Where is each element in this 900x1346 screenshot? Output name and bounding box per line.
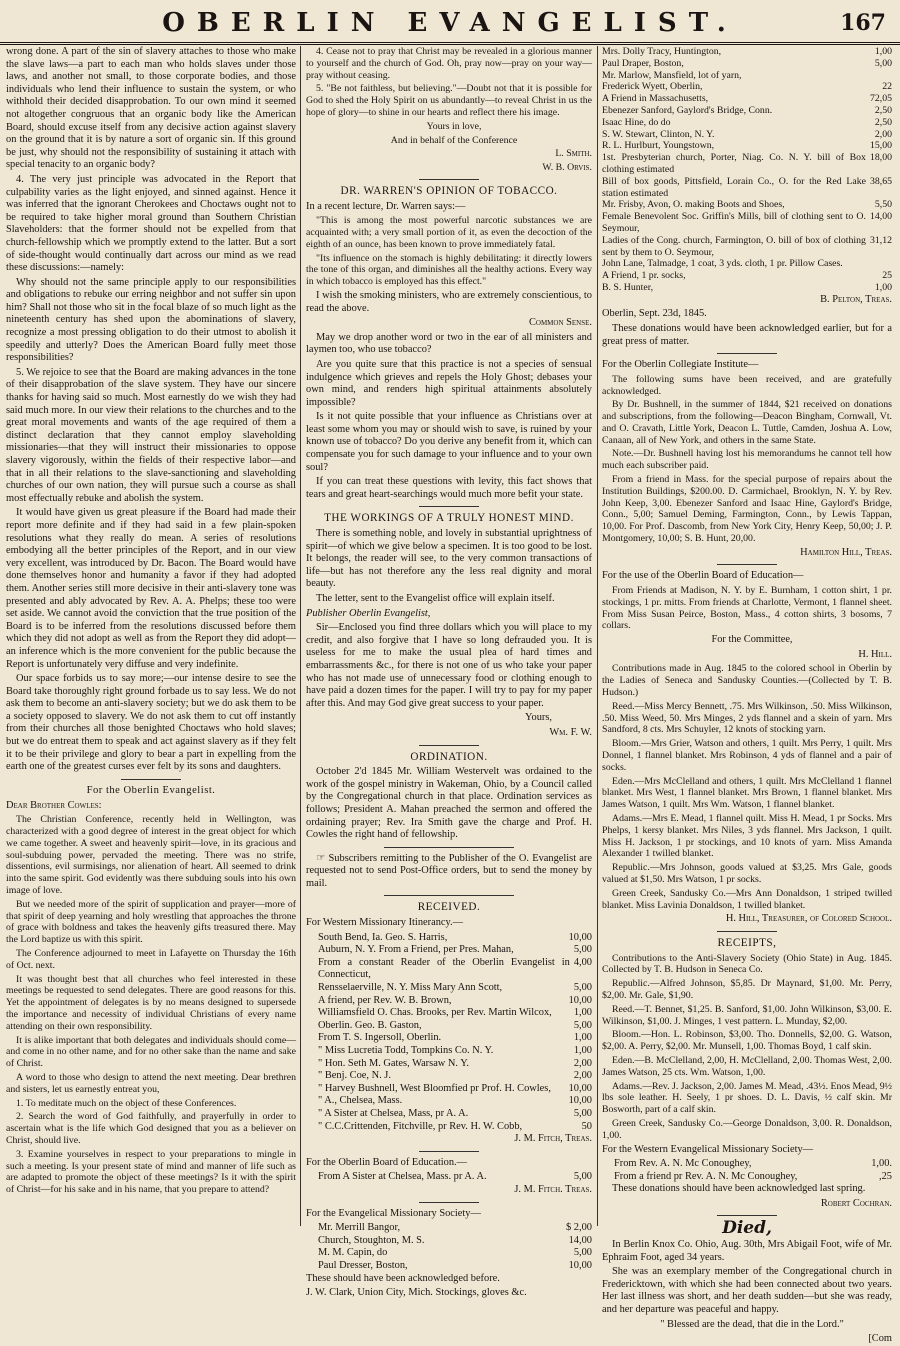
article-paragraph: 4. The very just principle was advocated in the Report that culpability varies as the light enjoyed, and sinned against. Hence it was inferred that the ignorant Cherokees and Choctaws ought not to be required to take higher moral ground than Southern Christian Slaveholders: that the former should not be expelled from that church-fellowship which we promptly extend to the latter. But a sort of side-thought would continually dart across our mind as we read these discussions:—namely: [6,173,296,274]
list-item: J. W. Clark, Union City, Mich. Stockings, gloves &c. [306,1287,527,1299]
letter-paragraph: 3. Examine yourselves in respect to your preparations to mingle in such a meeting. Is your present state of mind and manner of life such as are adapted to promote the object of these meetings? Is it with the spirit of Christ—for his sake and in his name, that you prepare to attend? [6,1148,296,1196]
signature: B. Pelton, Treas. [820,293,892,305]
article-paragraph: Republic.—Mrs Johnson, goods valued at $3,25. Mrs Gale, goods valued at $1,50. Mrs Watson, 1 pr socks. [602,862,892,885]
list-intro: For the Oberlin Collegiate Institute— [602,359,759,371]
section-separator [419,506,479,507]
list-item [602,176,892,200]
item-amount: 2,00 [573,1070,592,1082]
list-intro: For the Western Evangelical Missionary Society— [602,1143,814,1155]
list-intro: For the Oberlin Board of Education.— [306,1156,468,1168]
item-name: Frederick Wyett, Oberlin, [602,81,703,93]
list-item [614,1171,892,1184]
section-separator [384,847,514,848]
obituary-paragraph: She was an exemplary member of the Congregational church in Fredericktown, with which she had been connected about two years. Her last illness was short, and her death sudden—but she was ready, and her departure was peaceful and happy. [602,1266,892,1316]
article-paragraph: "This is among the most powerful narcotic substances we are acquainted with; a very small portion of it, as even the decoction of the eighth of an ounce, has been known to prove immediately fatal. [306,215,592,250]
item-amount: 15,00 [869,140,892,152]
letter-paragraph: The Conference adjourned to meet in Lafayette on Thursday the 16th of Oct. next. [6,948,296,971]
list-item [318,1095,592,1108]
letter-paragraph: 1. To meditate much on the object of these Conferences. [16,1097,237,1109]
list-item [318,1020,592,1033]
article-paragraph: "Its influence on the stomach is highly debilitating: it directly lowers the tone of this organ, and diminishes all the healthy actions. Every way in which tobacco is employed has this effect." [306,252,592,288]
section-heading: RECEIPTS, [717,936,777,949]
item-name: Oberlin. Geo. B. Gaston, [318,1019,422,1031]
list-item [318,982,592,995]
item-amount: 10,00 [568,1095,592,1107]
letter-paragraph: The Christian Conference, recently held in Wellington, was characterized with a good degree of interest in the great object for which we came together. A sweet and heavenly spirit—love, in its gracious and soul-subduing power, pervaded the meeting. There was no strife, dissentions, evil surmisings, nor alienation of heart. All seemed to drink into the same spirit. God evidently was there subduing souls into his own image of love. [6,814,296,897]
letter-closing: And in behalf of the Conference [390,134,518,146]
signature: H. Hill, Treasurer, of Colored School. [725,913,892,925]
item-name: Church, Stoughton, M. S. [318,1234,425,1246]
column-divider [300,46,301,1226]
item-name: Bill of box goods, Pittsfield, Lorain Co., O. for the Red Lake station estimated [602,175,866,199]
item-name: Rensselaerville, N. Y. Miss Mary Ann Scott, [318,982,503,994]
letter-paragraph: It was thought best that all churches who feel interested in these meetings be requested to send delegates. There are good reasons for this. Yet the appointment of delegates is by no means designed to supersede the importance and necessity of individual Christians of every name attending on their own responsibility. [6,973,296,1032]
list-item [614,1158,892,1171]
article-paragraph: Green Creek, Sandusky Co.—Mrs Ann Donaldson, 1 striped twilled blanket. Miss Lavinia Donaldson, 1 twilled blanket. [602,887,892,911]
article-paragraph: Contributions made in Aug. 1845 to the colored school in Oberlin by the Ladies of Seneca and Sandusky Counties.—(Collected by T. B. Hudson.) [602,663,892,699]
letter-closing: Yours in love, [426,120,482,132]
obituary-paragraph: In Berlin Knox Co. Ohio, Aug. 30th, Mrs Abigail Foot, wife of Mr. Ephraim Foot, aged 34 years. [602,1239,892,1263]
item-name: From T. S. Ingersoll, Oberlin. [318,1032,442,1044]
article-paragraph: Are you quite sure that this practice is not a species of sensual indulgence which grieves and repels the Holy Ghost; debases your own mind, and renders high spiritual attainments absolutely impossible? [306,358,592,408]
section-separator [384,895,514,896]
item-name: Isaac Hine, do do [602,116,671,128]
item-name: Auburn, N. Y. From a Friend, per Pres. Mahan, [318,944,514,956]
signer: L. Smith. [555,148,592,160]
item-name: " A., Chelsea, Mass. [318,1095,403,1107]
article-paragraph: From Friends at Madison, N. Y. by E. Burnham, 1 cotton shirt, 1 pr. stockings, 1 pr. mitts. From friends at Charlotte, Vermont, 1 flannel sheet. From Miss Susan Peirce, Boston, Mass., 4 cotton shirts, 3 bosoms, 7 collars. [602,585,892,632]
list-item [602,70,892,82]
western-list [602,1158,892,1183]
item-amount: 2,50 [874,104,892,116]
item-amount: $ 2,00 [566,1222,592,1234]
item-amount: 1,00 [874,281,892,293]
list-item [318,995,592,1008]
item-name: From a constant Reader of the Oberlin Evangelist in Connecticut, [318,956,570,981]
column-3 [602,46,892,1345]
donation-list [602,46,892,294]
item-name: " C.C.Crittenden, Fitchville, pr Rev. H. W. Cobb, [318,1120,523,1132]
list-item [318,1007,592,1020]
item-amount: 14,00 [869,211,892,223]
signature: Robert Cochran. [820,1197,892,1209]
item-amount: 14,00 [568,1234,592,1246]
letter-paragraph: A word to those who design to attend the next meeting. Dear brethren and sisters, let us earnestly entreat you, [6,1071,296,1095]
list-item [602,152,892,176]
article-heading: THE WORKINGS OF A TRULY HONEST MIND. [324,512,574,525]
section-separator [419,1202,479,1203]
item-name: John Lane, Talmadge, 1 coat, 3 yds. cloth, 1 pr. Pillow Cases. [602,258,843,270]
list-item [602,199,892,211]
item-amount: 1,00. [871,1158,892,1170]
item-amount: 4,00 [573,956,592,968]
item-amount: 72,05 [869,93,892,105]
item-name: R. L. Hurlburt, Youngstown, [602,140,715,152]
article-paragraph: From a friend in Mass. for the special purpose of repairs about the Institution Buildings, $200.00. D. Carmichael, Brooklyn, N. Y. by Rev. John Keep, 3,00. Ebenezer Sanford and Isaac Hine, Gaylord's Bridge, Conn., 5,00; Samuel Deming, Farmington, Conn., by Lewis Tappan, 10,00. For Prof. Dascomb, from New York City, Henry Keep, 50,00; J. P. Montgomery, 10,00; S. B. Hunt, 20,00. [602,474,892,545]
item-name: Mr. Merrill Bangor, [318,1222,401,1234]
item-name: Mr. Frisby, Avon, O. making Boots and Shoes, [602,199,785,211]
list-intro: For the Evangelical Missionary Society— [306,1207,481,1219]
article-paragraph: The letter, sent to the Evangelist office will explain itself. [316,593,555,604]
list-item [602,105,892,117]
list-intro: For Western Missionary Itinerancy.— [306,917,464,929]
article-paragraph: May we drop another word or two in the ear of all ministers and laymen too, who use tobacco? [306,331,592,356]
item-amount: 2,00 [573,1057,592,1069]
column-divider [597,46,598,1226]
list-item [318,1058,592,1071]
letter-heading: For the Oberlin Evangelist. [86,784,216,796]
article-paragraph: Republic.—Alfred Johnson, $5,85. Dr Maynard, $1,00. Mr. Perry, $2,00. Mr. Gale, $1,90. [602,978,892,1001]
letter-paragraph: Sir—Enclosed you find three dollars which you will place to my credit, and also forgive that I have so long defrauded you. It is useless for me to make the usual plea of hard times and embarrassments &c., for there is not one of us who take your paper who has not made use of unnecessary food or clothing enough to have paid a dozen times for the paper. I will try to pay for my paper after this. And may God give great success to your paper. [306,622,592,709]
item-name: Mrs. Dolly Tracy, Huntington, [602,46,722,57]
article-heading: DR. WARREN'S OPINION OF TOBACCO. [340,184,558,197]
item-amount: 1,00 [573,1045,592,1056]
list-item [602,270,892,282]
list-item [318,1032,592,1045]
item-name: Ladies of the Cong. church, Farmington, O. bill of box of clothing sent by them to O. Seymour, [602,234,866,258]
item-amount: 5,00 [573,1247,592,1259]
section-separator [419,179,479,180]
item-name: Paul Dresser, Boston, [318,1259,408,1271]
letter-paragraph: 2. Search the word of God faithfully, and prayerfully in order to ascertain what is the life which God designed that you as a believer on Christ, should live. [6,1111,296,1146]
item-amount: 5,50 [874,199,892,211]
received-list [306,932,592,1134]
item-name: A Friend in Massachusetts, [602,93,709,105]
item-name: M. M. Capin, do [318,1247,388,1259]
column-2 [306,46,592,1299]
item-amount: 18,00 [869,152,892,164]
item-amount: 10,00 [568,1082,592,1094]
died-heading: Died, [722,1218,772,1239]
item-amount: 5,00 [573,1171,592,1183]
signer: W. B. Orvis. [542,162,592,174]
article-paragraph: Green Creek, Sandusky Co.—George Donaldson, 3,00. R. Donaldson, 1,00. [602,1117,892,1141]
evangelical-list [306,1222,592,1272]
list-item [602,81,892,93]
item-amount: ,25 [879,1170,892,1182]
article-paragraph: Bloom.—Hon. L. Robinson, $3,00. Tho. Donnells, $2,00. G. Watson, $2,00. A. Perry, $2,00. Mr. Munsell, 1,00. Thomas Boyd, 1 calf skin. [602,1029,892,1053]
article-paragraph: By Dr. Bushnell, in the summer of 1844, $21 received on donations and subscriptions, from the following—Deacon Bingham, Cornwall, Vt. and O. Cravath, Little York, Deacon L. Tuttle, Camden, Joshua A. Low, Canaan, all of New York, and others in the same State. [602,399,892,446]
notice: ☞ Subscribers remitting to the Publisher of the O. Evangelist are requested not to send Post-Office orders, but to send the money by mail. [306,852,592,889]
item-name: From Rev. A. N. Mc Conoughey, [614,1158,752,1170]
list-item [602,282,892,294]
letter-address: Publisher Oberlin Evangelist, [306,607,431,619]
list-item [602,93,892,105]
list-item [602,58,892,70]
list-item [602,46,892,58]
item-name: " Hon. Seth M. Gates, Warsaw N. Y. [318,1057,469,1069]
section-separator [717,564,777,565]
item-name: " A Sister at Chelsea, Mass, pr A. A. [318,1107,469,1119]
list-item [318,932,592,945]
item-name: From A Sister at Chelsea, Mass. pr A. A. [318,1171,487,1183]
letter-salutation: Dear Brother Cowles: [6,799,102,811]
list-item [306,1171,592,1184]
section-separator [121,779,181,780]
list-item [318,1070,592,1083]
item-amount: 5,00 [573,1107,592,1119]
item-amount: 2,00 [874,128,892,140]
article-paragraph: Is it not quite possible that your influence as Christians over at least some whom you may or should wish to save, is ruined by your known use of tobacco? Do you derive any benefit from it, which can compensate you for such damage to your influence and to your own soul? [306,411,592,473]
item-name: A Friend, 1 pr. socks, [602,270,686,282]
article-paragraph: Reed.—Miss Mercy Bennett, .75. Mrs Wilkinson, .50. Miss Wilkinson, .50. Miss Weed, 50. Mrs Minges, 2 yds flannel and a skein of yarn. Mrs Sandford, 8 cts. Mrs Schuyler, 12 knots of stocking yarn. [602,700,892,736]
article-paragraph: Bloom.—Mrs Grier, Watson and others, 1 quilt. Mrs Perry, 1 quilt. Mrs Donnel, 1 flannel blanket. Mrs Robinson, 4 yds of flannel and a pair of socks. [602,738,892,773]
list-item [602,129,892,141]
item-name: Ebenezer Sanford, Gaylord's Bridge, Conn. [602,104,773,116]
article-paragraph: In a recent lecture, Dr. Warren says:— [306,200,466,212]
list-item [318,1121,592,1134]
section-separator [419,1151,479,1152]
article-paragraph: Adams.—Mrs E. Mead, 1 flannel quilt. Miss H. Mead, 1 pr Socks. Mrs Phelps, 1 kersy blanket. Mrs Niles, 3 yds flannel. Mrs Jackson, 1 quilt. Miss H. Jackson, 1 pr stockings, and 10 knots of yarn. Miss Amanda Alexander 1 twilled blanket. [602,812,892,860]
item-amount: 5,00 [573,944,592,956]
list-item [602,211,892,235]
obituary-end: [Com [868,1333,892,1345]
article-paragraph: Our space forbids us to say more;—our intense desire to see the Board take thoroughly right ground forbade us to say less. We do not ask them to become an anti-slavery society; but we do ask them to be a society opposed to slavery. We do not ask them to cut off instantly from their churches all those benighted Choctaws who hold slaves; but we do entreat them to speak and act against slavery as if they felt it to be their privilege and glory to bear a part in expelling from the earth one of the greatest curses ever felt by its sons and daughters. [6,673,296,773]
list-item [318,1108,592,1121]
item-name: Williamsfield O. Chas. Brooks, per Rev. Martin Wilcox, [318,1007,552,1019]
item-amount: 1,00 [573,1007,592,1019]
item-amount: 1,00 [573,1032,592,1044]
page-number: 167 [840,10,886,36]
item-amount: 5,00 [573,982,592,994]
item-amount: 50 [581,1120,592,1132]
list-item [318,1083,592,1096]
dateline: Oberlin, Sept. 23d, 1845. [602,308,707,320]
article-paragraph: These donations would have been acknowledged earlier, but for a great press of matter. [602,322,892,347]
newspaper-title: OBERLIN EVANGELIST. [162,8,738,38]
item-amount: 10,00 [568,931,592,943]
item-name: Female Benevolent Soc. Griffin's Mills, bill of clothing sent to O. Seymour, [602,211,866,234]
article-paragraph: Eden.—Mrs McClelland and others, 1 quilt. Mrs McClelland 1 flannel blanket. Mrs West, 1 flannel blanket. Mrs Brown, 1 flannel blanket. Mrs James Watson, 1 quilt. Mrs Wm. Watson, 1 flannel blanket. [602,775,892,811]
item-name: A friend, per Rev. W. B. Brown, [318,994,452,1006]
item-amount: 22 [882,81,892,93]
obituary-quote: " Blessed are the dead, that die in the Lord." [660,1318,844,1330]
letter-paragraph: It is alike important that both delegates and individuals should come—and come in no other name, and for no other sake than the name and sake of Christ. [6,1034,296,1070]
list-item [318,1260,592,1273]
item-amount: 10,00 [568,1259,592,1271]
article-paragraph: I wish the smoking ministers, who are extremely conscientious, to read the above. [306,289,592,314]
item-name: S. W. Stewart, Clinton, N. Y. [602,128,715,140]
item-amount: 5,00 [874,57,892,69]
article-paragraph: There is something noble, and lovely in substantial uprightness of spirit—of which we give below a specimen. It is too good to be lost. It belongs, the reader will see, to the very common transactions of life—but has not therefore any the less real dignity and moral beauty. [306,528,592,590]
item-name: " Harvey Bushnell, West Bloomfied pr Prof. H. Cowles, [318,1082,551,1094]
masthead [0,6,900,45]
section-separator [717,1215,777,1216]
item-amount: 38,65 [869,175,892,187]
section-separator [419,745,479,746]
article-paragraph: Eden.—B. McClelland, 2,00, H. McClelland, 2,00. Thomas West, 2,00. James Watson, 25 cts. Wm. Watson, 1,00. [602,1054,892,1078]
letter-paragraph: 5. "Be not faithless, but believing."—Doubt not that it is possible for God to shed the Holy Spirit on us abundantly—to reveal Christ in us the hope of glory—to shine in our hearts and reflect there his image. [306,83,592,118]
letter-closing: Yours, [525,712,552,724]
item-name: Mr. Marlow, Mansfield, lot of yarn, [602,69,742,81]
list-item [318,1235,592,1248]
article-paragraph: If you can treat these questions with levity, this fact shows that tears and great heart-searchings would much more befit your state. [306,476,592,500]
list-item [318,957,592,982]
section-separator [717,353,777,354]
article-paragraph: The following sums have been received, and are gratefully acknowledged. [602,373,892,397]
list-intro: For the use of the Oberlin Board of Education— [602,570,804,582]
article-paragraph: wrong done. A part of the sin of slavery attaches to those who make the slave laws—a part to each man who holds slaves under those laws, and another not small, to those corporate bodies, and those individuals who lend their influence to sustain the system, or who withhold their decided disapprobation. To our own mind it seemed not altogether congruous that an organic body like the American Board, should excuse itself from any decisive action against slavery on the ground that it is by nature a sort of organic sin. If this ground be just, why should not the responsibility of sustaining it attach with special tenacity to an organic body? [6,46,296,171]
section-separator [717,931,777,932]
item-name: " Miss Lucretia Todd, Tompkins Co. N. Y. [318,1045,494,1056]
article-paragraph: October 2'd 1845 Mr. William Westervelt was ordained to the work of the gospel ministry in Wakeman, Ohio, by a Council called by the Congregational church in that place. Ordination services as follows; President A. Mahan preached the sermon and offered the ordaining prayer; Rev. Ira Smith gave the charge and Prof. H. Cowles the right hand of fellowship. [306,766,592,841]
signature: H. Hill. [858,648,892,660]
list-item [318,944,592,957]
item-amount: 2,50 [874,116,892,128]
list-item [318,1222,592,1235]
item-name: From a friend pr Rev. A. N. Mc Conoughey, [614,1170,798,1182]
item-name: South Bend, Ia. Geo. S. Harris, [318,931,448,943]
item-name: 1st. Presbyterian church, Porter, Niag. Co. N. Y. bill of Box clothing estimated [602,152,866,175]
list-item [602,235,892,259]
letter-paragraph: 4. Cease not to pray that Christ may be revealed in a glorious manner to yourself and the church of God. Oh, pray now—pray on your way—pray without ceasing. [306,46,592,81]
article-paragraph: 5. We rejoice to see that the Board are making advances in the tone of their disapprobation of the slave system. They have our sincere thanks for having said so much. Most earnestly do we wish they had said much more. In our view their relations to the churches and to the great moral movements and wants of the age required of them a distinct declaration that they cannot employ slaveholding missionaries—that they will instruct their missionaries to oppose slavery vigorously, within the fields of their respective labor—and that in all their relations to the slave-sanctioning and slaveholding churches of our own nation, they will pursue such a course as shall most effectually rebuke and abolish the system. [6,366,296,504]
article-paragraph: Contributions to the Anti-Slavery Society (Ohio State) in Aug. 1845. Collected by T. B. Hudson in Seneca Co. [602,952,892,976]
article-paragraph: Why should not the same principle apply to our responsibilities and obligations to rebuke our erring neighbor and not suffer sin upon him? Shall not those who sit in the focal blaze of so much light as the nineteenth century has shed upon the abominations of slavery, recognize a most pressing obligation to do their utmost to abolish it speedily and utterly? Does the American Board fully meet those responsibilities? [6,276,296,364]
item-name: Paul Draper, Boston, [602,57,684,69]
list-item [318,1247,592,1260]
article-heading: ORDINATION. [410,750,488,763]
list-item [602,140,892,152]
signature: Hamilton Hill, Treas. [800,546,892,558]
article-paragraph: Adams.—Rev. J. Jackson, 2,00. James M. Mead, .43½. Enos Mead, 9½ lbs sole leather. H. Seely, 1 pr shoes. D. L. Davis, ½ calf skin. Mr Bosworth, part of a calf skin. [602,1080,892,1116]
article-paragraph: Reed.—T. Bennet, $1,25. B. Sanford, $1,00. John Wilkinson, $3,00. E. Wilkinson, $1,00. J. Minges, 1 vest pattern. L. Munday, $2,00. [602,1003,892,1027]
item-name: " Benj. Coe, N. J. [318,1070,391,1082]
list-note: These donations should have been acknowledged last spring. [612,1183,866,1195]
section-heading: RECEIVED. [417,901,481,914]
list-item [602,117,892,129]
item-amount: 31,12 [869,234,892,246]
list-note: These should have been acknowledged before. [306,1272,500,1284]
letter-closing: For the Committee, [711,634,793,646]
letter-paragraph: But we needed more of the spirit of supplication and prayer—more of that spirit of deep yearning and holy wrestling that approaches the throne of grace with boldness and takes the heavenly gifts treasured there. May the Lord baptize us with this spirit. [6,898,296,946]
list-item [318,1045,592,1058]
signature: J. M. Fitch. Treas. [514,1183,592,1195]
item-amount: 5,00 [573,1019,592,1031]
item-amount: 10,00 [568,994,592,1006]
article-paragraph: Note.—Dr. Bushnell having lost his memorandums he cannot tell how much each subscriber paid. [602,448,892,472]
column-1 [6,46,296,1226]
item-name: B. S. Hunter, [602,281,654,293]
item-amount: 1,00 [874,46,892,57]
article-paragraph: It would have given us great pleasure if the Board had made their report more definite and if they had said in a few plain-spoken resolutions what they really do mean. A series of resolutions embodying all the better principles of the Report, and in our view very excellent, was introduced by Dr. Bacon. The Board would have done themselves honor and humanity a favor if they had adopted them. Another series still more decisive in their anti-slavery tone was presented and ably advocated by Rev. A. A. Phelps; these too were set aside. We cannot avoid the conviction that the true position of the Board is to be inferred from the resolutions discussed before them which they did not adopt as well as from the Report they did adopt—an inference which is the more convenient for the public because the Report is unfortunately very diffuse and very indefinite. [6,507,296,670]
item-amount: 25 [882,270,892,282]
list-item [602,258,892,270]
signature: J. M. Fitch, Treas. [514,1133,592,1145]
signature: Wm. F. W. [549,726,592,738]
signature: Common Sense. [528,317,592,329]
